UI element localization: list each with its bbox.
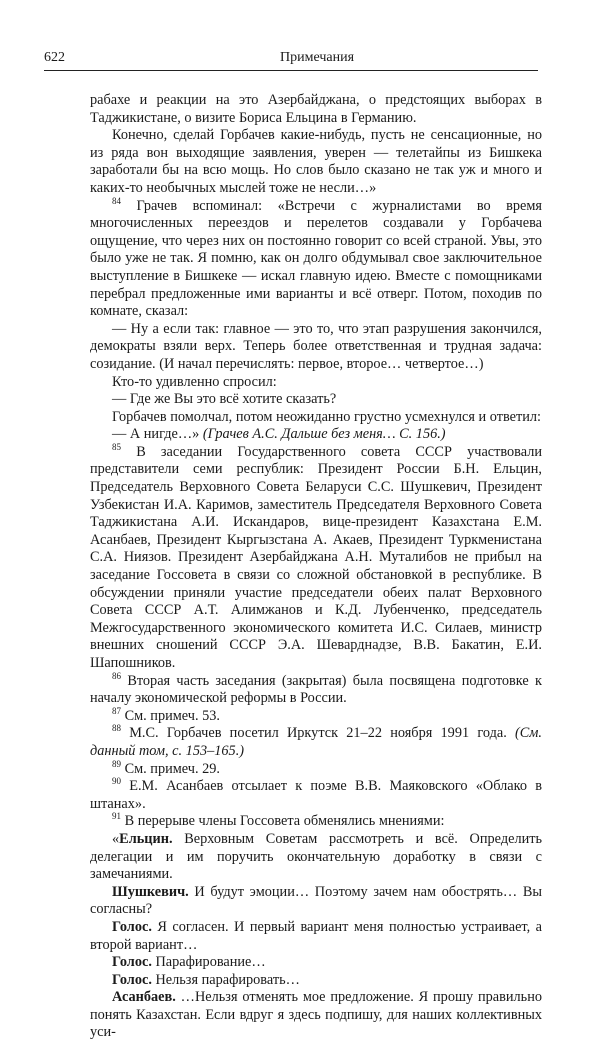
footnote-number: 84 [112, 195, 121, 206]
paragraph: Кто-то удивленно спросил: [112, 373, 277, 390]
dialogue-line [90, 884, 542, 919]
note-85 [90, 444, 542, 673]
dialogue-line [90, 972, 542, 990]
paragraph-text: См. примеч. 29. [124, 760, 221, 777]
paragraph-text: См. примеч. 53. [124, 707, 221, 724]
dialogue-line [90, 954, 542, 972]
dialogue-text: Верховным Советам рассмотреть и всё. Определить делегации и им поручить окончательную доработку в связи с замечаниями. [90, 830, 542, 883]
speaker-name: Голос. [112, 918, 152, 935]
citation: (Грачев А.С. Дальше без меня… С. 156.) [202, 426, 446, 443]
paragraph-text: В заседании Государственного совета СССР участвовали представители семи республик: Президент России Б.Н. Ельцин, Председатель Верховного Совета Беларуси С.С. Шушкевич, Президент Узбекистан И.А. Каримов, заместитель Председателя Верховного Совета Таджикистана А.И. Искандаров, вице-президент Казахстана Е.М. Асанбаев, Президент Кыргызстана А. Акаев, Президент Туркменистана С.А. Ниязов. Президент Азербайджана А.Н. Муталибов не прибыл на заседание Госсовета в связи со сложной обстановкой в республике. В обсуждении приняли участие председатели обеих палат Верховного Совета СССР А.Т. Алимжанов и К.Д. Лубенченко, председатель Межгосударственного экономического комитета И.С. Силаев, министр внешних сношений СССР Э.А. Шеварднадзе, В.В. Бакатин, Е.И. Шапошников. [90, 443, 543, 671]
dialogue-text: …Нельзя отменять мое предложение. Я прошу правильно понять Казахстан. Если вдруг я здесь подпишу, для наших коллективных уси- [90, 989, 542, 1041]
paragraph: — Где же Вы это всё хотите сказать? [112, 391, 337, 408]
speaker-name: Шушкевич. [112, 883, 189, 900]
note-89 [90, 758, 542, 779]
dialogue-text: Парафирование… [155, 954, 266, 971]
dialogue-text: Я согласен. И первый вариант меня полностью устраивает, а второй вариант… [90, 918, 542, 953]
quote-open: « [112, 830, 120, 847]
dialogue-text: Нельзя парафировать… [155, 971, 300, 988]
footnote-number: 88 [112, 723, 121, 734]
paragraph-text: М.С. Горбачев посетил Иркутск 21–22 ноября 1991 года. [129, 725, 507, 742]
footnote-number: 90 [112, 776, 121, 787]
note-86 [90, 670, 542, 708]
paragraph-with-citation [90, 426, 542, 444]
note-90 [90, 778, 542, 813]
speaker-name: Голос. [112, 954, 152, 971]
page-number: 622 [44, 50, 65, 65]
footnote-number: 85 [112, 442, 121, 453]
paragraph: — Ну а если так: главное — это то, что этап разрушения закончился, демократы взяли верх. Теперь более ответственная и трудная задача: созидание. (И начал перечислять: первое, второе… четвертое…) [90, 320, 542, 372]
dialogue-text: И будут эмоции… Поэтому зачем нам обострять… Вы согласны? [90, 883, 542, 918]
dialogue-line [90, 831, 542, 884]
note-87 [90, 708, 542, 726]
paragraph: рабахе и реакции на это Азербайджана, о предстоящих выборах в Таджикистане, о визите Бориса Ельцина в Германию. [90, 92, 542, 126]
speaker-name: Асанбаев. [112, 989, 176, 1006]
paragraph: Конечно, сделай Горбачев какие-нибудь, пусть не сенсационные, но из ряда вон выходящие заявления, уверен — телетайпы из Бишкека заработали бы на всю мощь. Но слов было сказано не так уж и много и каких-то необычных мыслей тоже не несли…» [90, 127, 542, 196]
running-header [44, 50, 538, 71]
paragraph: Горбачев помолчал, потом неожиданно грустно усмехнулся и ответил: [112, 408, 541, 425]
paragraph-text: Вторая часть заседания (закрытая) была посвящена подготовке к началу экономической реформы в России. [90, 672, 542, 707]
footnote-number: 89 [112, 758, 121, 769]
dialogue-line [90, 919, 542, 954]
notes-body [90, 92, 542, 1042]
paragraph-text: Грачев вспоминал: «Встречи с журналистами во время многочисленных переездов и перелетов создавали у Горбачева ощущение, что через них он постоянно говорит со всей страной. Увы, это было уже не так. Я помню, как он долго обдумывал свое заключительное выступление в Бишкеке — искал главную идею. Вместе с помощниками перебрал предложенные ими варианты и всё отверг. Потом, походив по комнате, сказал: [90, 197, 543, 320]
dialogue-line [90, 989, 542, 1042]
paragraph-text: — А нигде…» [112, 426, 200, 443]
paragraph-text: Е.М. Асанбаев отсылает к поэме В.В. Маяковского «Облако в штанах». [90, 778, 542, 812]
running-title: Примечания [280, 50, 355, 65]
citation: (См. данный том, с. 153–165.) [90, 725, 542, 759]
footnote-number: 86 [112, 670, 121, 681]
footnote-number: 87 [112, 706, 121, 717]
note-84 [90, 195, 543, 321]
note-91 [90, 813, 542, 831]
footnote-number: 91 [112, 811, 121, 822]
paragraph-text: В перерыве члены Госсовета обменялись мнениями: [124, 813, 445, 830]
speaker-name: Ельцин. [119, 830, 173, 847]
note-88 [90, 725, 542, 760]
speaker-name: Голос. [112, 971, 152, 988]
